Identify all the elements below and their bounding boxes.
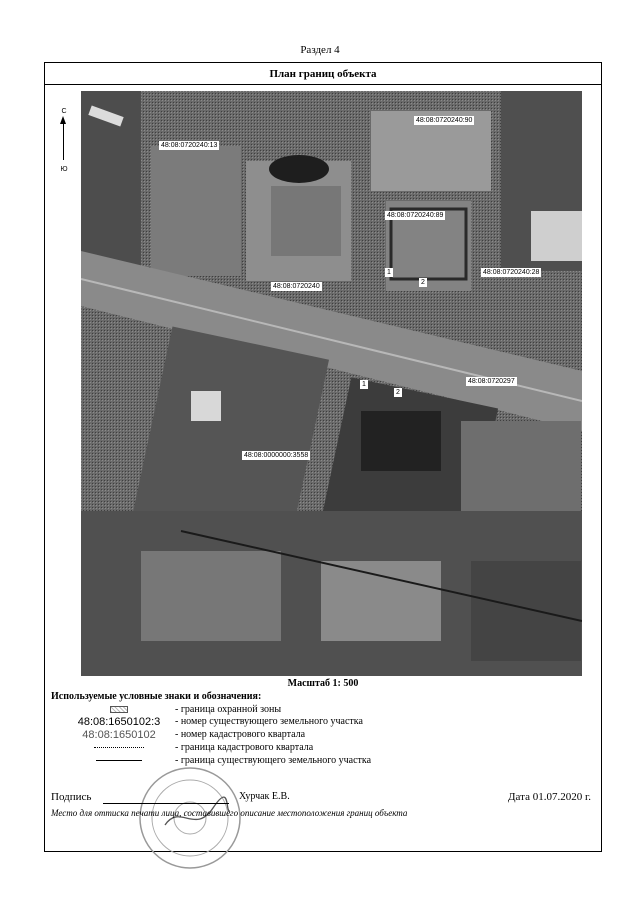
parcel-label: 48:08:0720240:89 <box>387 212 444 219</box>
quarter-label: 48:08:0720297 <box>468 378 515 385</box>
legend-text: - номер кадастрового квартала <box>175 729 306 740</box>
signature-row <box>51 791 591 805</box>
point-label: 1 <box>387 269 391 276</box>
signature-line <box>103 803 229 804</box>
scale-label: Масштаб 1: 500 <box>287 678 359 689</box>
plan-title: План границ объекта <box>45 63 601 85</box>
legend-text: - граница кадастрового квартала <box>175 742 314 753</box>
quarter-label: 48:08:0720240 <box>273 283 320 290</box>
legend-text: - граница существующего земельного участка <box>175 755 372 766</box>
quarter-label: 48:08:0000000:3558 <box>244 452 309 459</box>
parcel-label: 48:08:0720240:90 <box>416 117 473 124</box>
stamp-note: Место для оттиска печати лица, составившего описание местоположения границ объекта <box>51 808 408 818</box>
compass-north-label: С <box>61 108 67 115</box>
signature-date: Дата 01.07.2020 г. <box>508 791 591 803</box>
stamp-seal-icon <box>135 763 245 873</box>
signature-label: Подпись <box>51 791 92 803</box>
point-label: 1 <box>362 381 366 388</box>
legend-item <box>45 755 565 767</box>
parcel-label: 48:08:0720240:28 <box>483 269 540 276</box>
legend-symbol-quarter-number: 48:08:1650102 <box>82 729 156 741</box>
section-title: Раздел 4 <box>300 44 340 56</box>
legend-item <box>45 704 565 716</box>
legend-text: - граница охранной зоны <box>175 704 282 715</box>
north-arrow-icon <box>58 108 70 178</box>
point-label: 2 <box>396 389 400 396</box>
legend-item <box>45 729 565 741</box>
legend-title: Используемые условные знаки и обозначения: <box>51 691 262 702</box>
point-label: 2 <box>421 279 425 286</box>
plan-frame <box>44 62 602 852</box>
legend-text: - номер существующего земельного участка <box>175 716 363 727</box>
compass-south-label: Ю <box>60 166 68 173</box>
legend-symbol-zone <box>65 704 173 716</box>
legend-symbol-dotted-line <box>65 742 173 754</box>
legend-item <box>45 716 565 728</box>
signer-name: Хурчак Е.В. <box>239 791 290 802</box>
aerial-photo <box>81 91 582 676</box>
parcel-label: 48:08:0720240:13 <box>161 142 218 149</box>
legend-item <box>45 742 565 754</box>
legend-symbol-parcel-number: 48:08:1650102:3 <box>77 716 161 728</box>
